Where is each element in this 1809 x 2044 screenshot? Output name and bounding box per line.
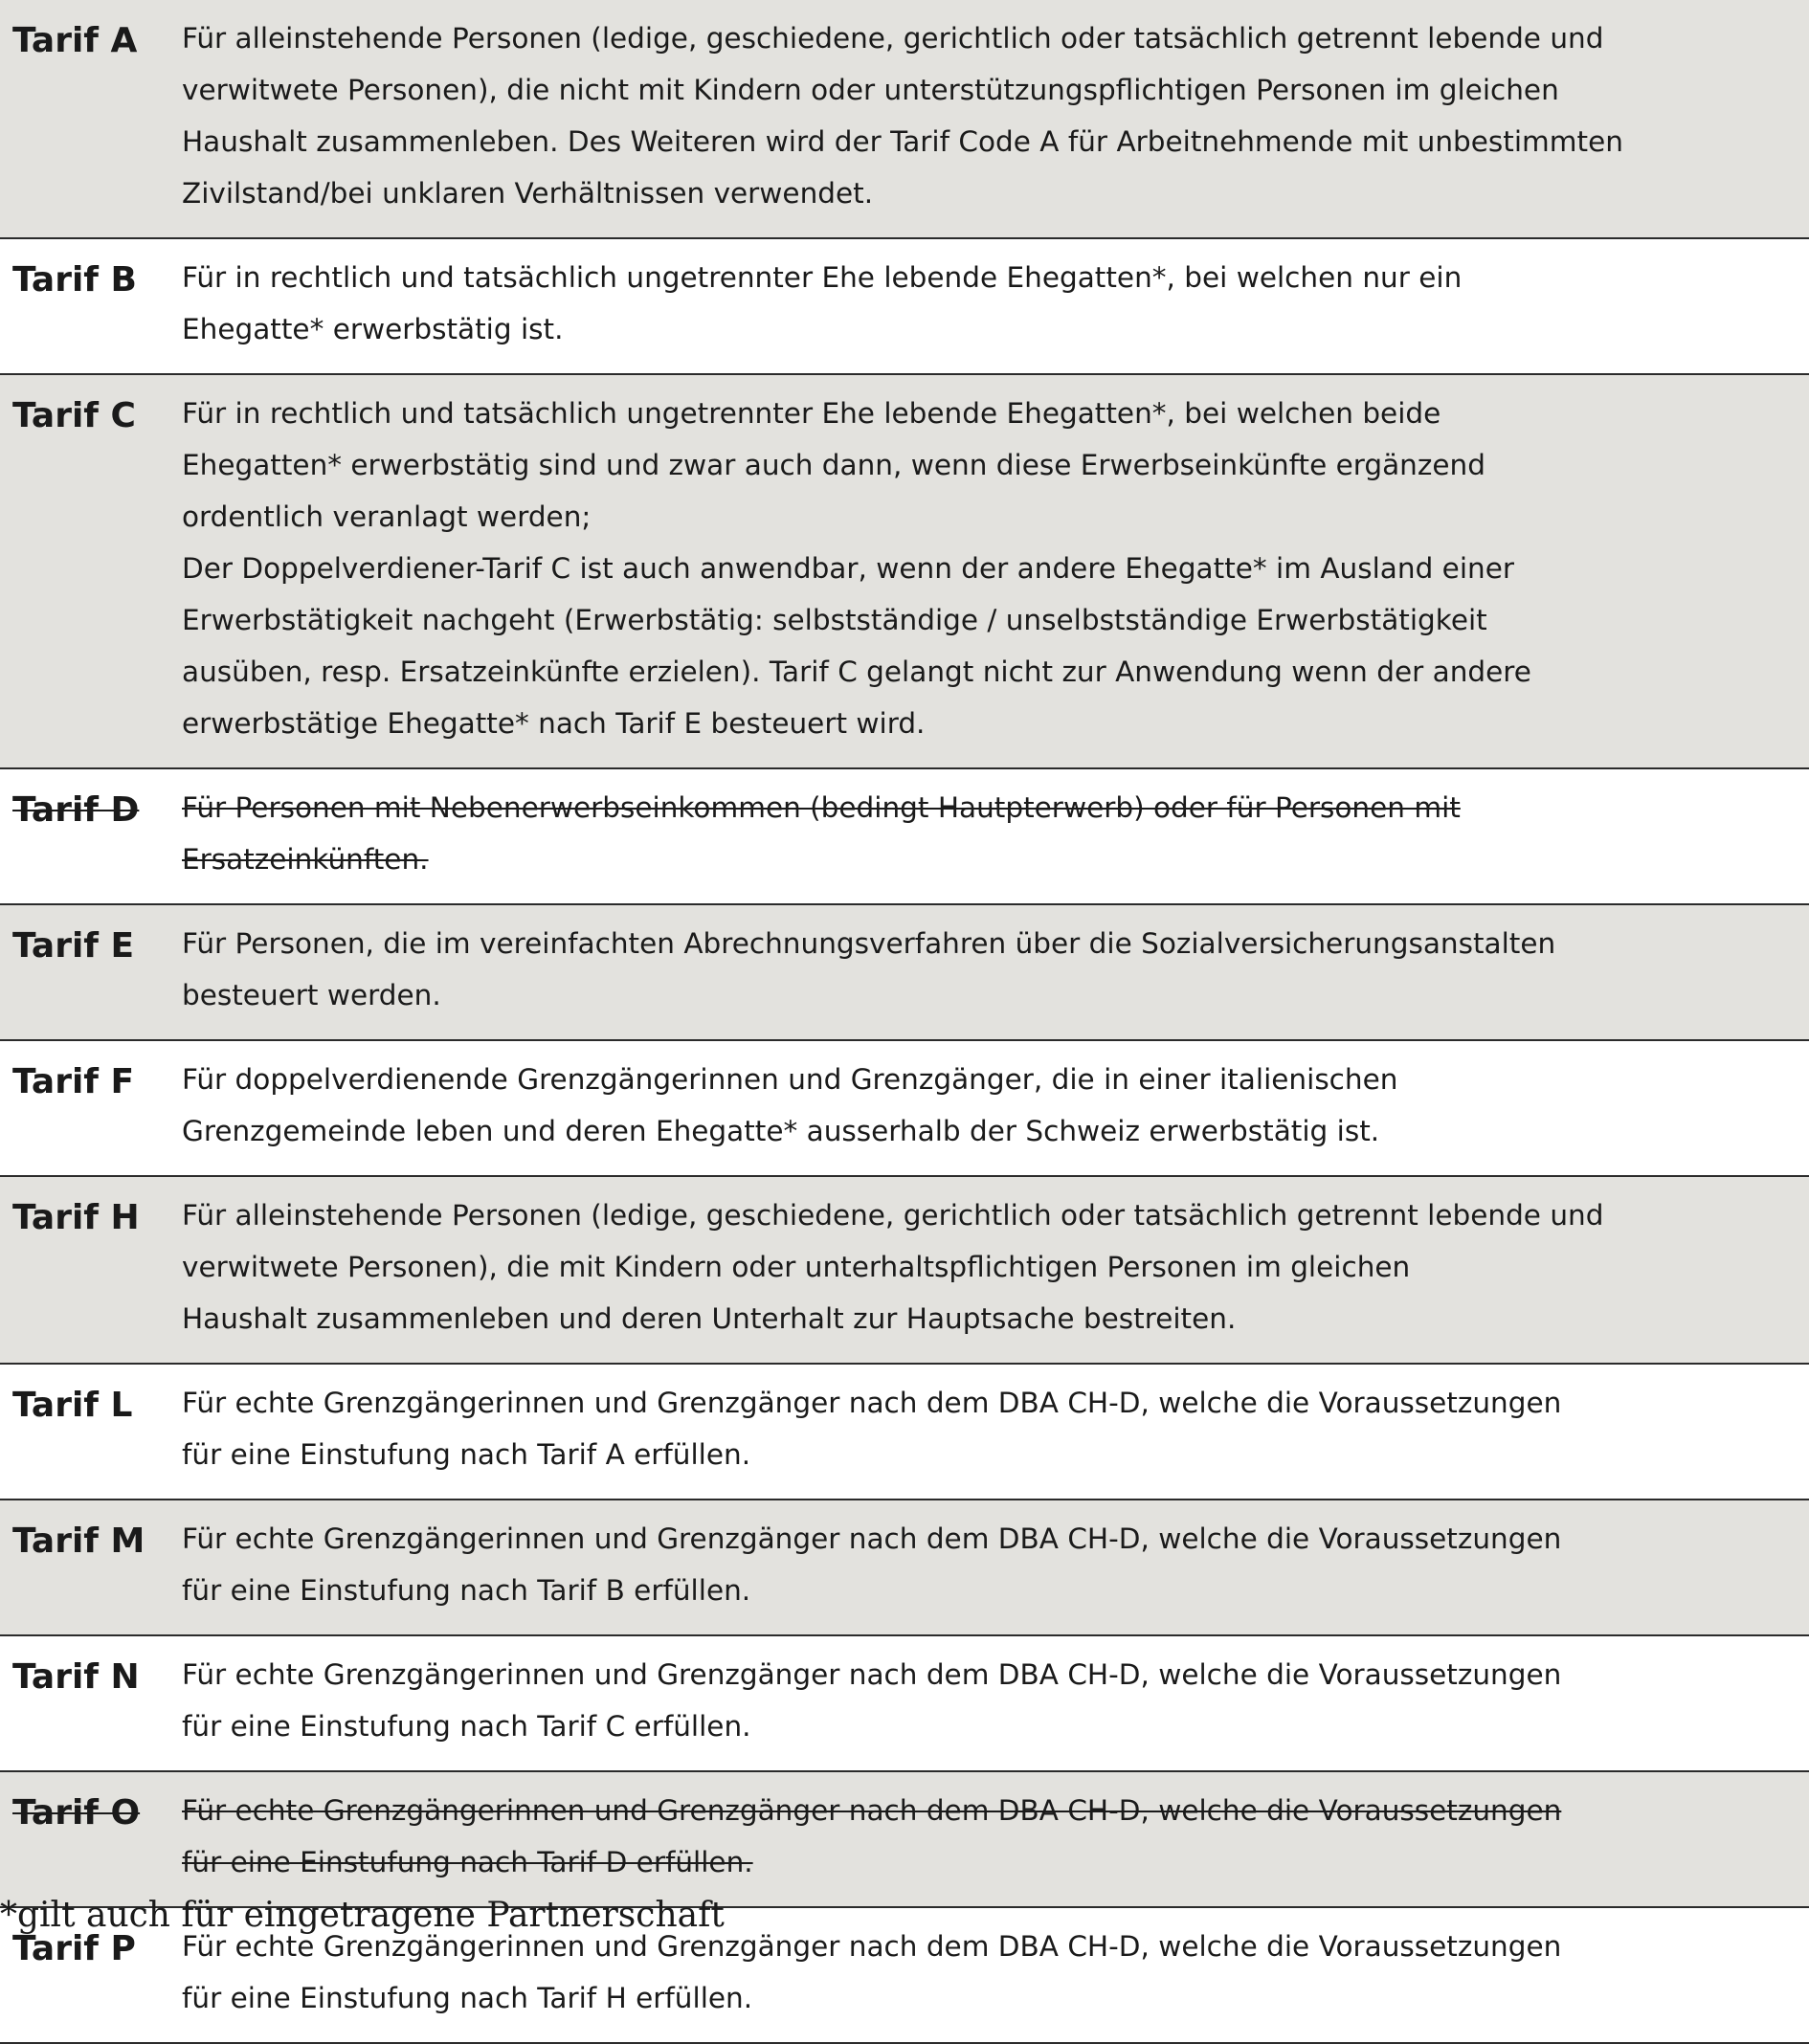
description-line: Für alleinstehende Personen (ledige, geschiedene, gerichtlich oder tatsächlich getrennt lebende und [182,1199,1604,1232]
tariff-description [182,1785,1809,1888]
description-line: Ehegatten* erwerbstätig sind und zwar auch dann, wenn diese Erwerbseinkünfte ergänzend [182,449,1485,481]
description-line: Für doppelverdienende Grenzgängerinnen und Grenzgänger, die in einer italienischen [182,1063,1398,1096]
tariff-code: Tarif L [12,1386,133,1425]
tariff-code: Tarif D [12,790,140,830]
description-line: Erwerbstätigkeit nachgeht (Erwerbstätig: selbstständige / unselbstständige Erwerbstätigkeit [182,604,1487,636]
description-line: Für in rechtlich und tatsächlich ungetrennter Ehe lebende Ehegatten*, bei welchen beide [182,397,1441,430]
description-line: verwitwete Personen), die nicht mit Kindern oder unterstützungspflichtigen Personen im gleichen [182,74,1559,106]
description-line: Für in rechtlich und tatsächlich ungetrennter Ehe lebende Ehegatten*, bei welchen nur ein [182,261,1463,294]
description-line: besteuert werden. [182,979,441,1011]
description-line: Für echte Grenzgängerinnen und Grenzgänger nach dem DBA CH-D, welche die Voraussetzungen [182,1930,1562,1963]
description-line: für eine Einstufung nach Tarif D erfüllen. [182,1846,753,1878]
tariff-description [182,1649,1809,1752]
tariff-row [0,905,1809,1041]
tariff-code: Tarif A [12,21,138,60]
tariff-code: Tarif C [12,396,136,435]
description-line: Haushalt zusammenleben und deren Unterhalt zur Hauptsache bestreiten. [182,1302,1237,1335]
tariff-row [0,239,1809,375]
tariff-code: Tarif P [12,1929,136,1968]
tariff-description [182,1513,1809,1616]
description-line: Für echte Grenzgängerinnen und Grenzgänger nach dem DBA CH-D, welche die Voraussetzungen [182,1387,1562,1419]
tariff-description [182,782,1809,885]
tariff-code: Tarif E [12,926,135,966]
description-line: Der Doppelverdiener-Tarif C ist auch anwendbar, wenn der andere Ehegatte* im Ausland einer [182,552,1514,585]
description-line: erwerbstätige Ehegatte* nach Tarif E besteuert wird. [182,707,926,740]
description-line: Ersatzeinkünften. [182,843,429,876]
description-line: Grenzgemeinde leben und deren Ehegatte* ausserhalb der Schweiz erwerbstätig ist. [182,1115,1380,1147]
tariff-row [0,769,1809,905]
description-line: für eine Einstufung nach Tarif H erfüllen. [182,1982,753,2014]
tariff-description [182,1377,1809,1480]
description-line: Ehegatte* erwerbstätig ist. [182,313,564,345]
tariff-code: Tarif F [12,1062,135,1101]
description-line: ausüben, resp. Ersatzeinkünfte erzielen). Tarif C gelangt nicht zur Anwendung wenn der andere [182,655,1531,688]
tariff-description [182,252,1809,355]
tariff-row [0,1041,1809,1177]
description-line: Für Personen, die im vereinfachten Abrechnungsverfahren über die Sozialversicherungsanstalten [182,927,1556,960]
tariff-row [0,1772,1809,1908]
description-line: Für echte Grenzgängerinnen und Grenzgänger nach dem DBA CH-D, welche die Voraussetzungen [182,1658,1562,1691]
tariff-description [182,12,1809,219]
tariff-row [0,1500,1809,1636]
description-line: Für echte Grenzgängerinnen und Grenzgänger nach dem DBA CH-D, welche die Voraussetzungen [182,1522,1562,1555]
tariff-description [182,388,1809,749]
tariff-row [0,0,1809,239]
tariff-row [0,1636,1809,1772]
description-line: ordentlich veranlagt werden; [182,500,592,533]
tariff-code: Tarif B [12,260,137,300]
description-line: Für Personen mit Nebenerwerbseinkommen (bedingt Hautpterwerb) oder für Personen mit [182,791,1461,824]
footnote: *gilt auch für eingetragene Partnerschaft [0,1896,725,1935]
description-line: Für echte Grenzgängerinnen und Grenzgänger nach dem DBA CH-D, welche die Voraussetzungen [182,1794,1562,1827]
description-line: für eine Einstufung nach Tarif A erfüllen. [182,1438,751,1471]
tariff-row [0,1177,1809,1365]
tariff-description [182,918,1809,1021]
description-line: für eine Einstufung nach Tarif C erfüllen. [182,1710,751,1743]
description-line: Haushalt zusammenleben. Des Weiteren wird der Tarif Code A für Arbeitnehmende mit unbestimmten [182,125,1623,158]
tariff-row [0,375,1809,769]
tariff-code: Tarif N [12,1657,140,1697]
tariff-code: Tarif H [12,1198,140,1237]
tariff-description [182,1054,1809,1157]
tariff-code: Tarif O [12,1793,141,1833]
description-line: Zivilstand/bei unklaren Verhältnissen verwendet. [182,177,874,210]
tariff-row [0,1365,1809,1500]
tariff-description [182,1189,1809,1344]
description-line: Für alleinstehende Personen (ledige, geschiedene, gerichtlich oder tatsächlich getrennt lebende und [182,22,1604,55]
tariff-code: Tarif M [12,1522,145,1561]
description-line: verwitwete Personen), die mit Kindern oder unterhaltspflichtigen Personen im gleichen [182,1251,1411,1283]
description-line: für eine Einstufung nach Tarif B erfüllen. [182,1574,751,1607]
